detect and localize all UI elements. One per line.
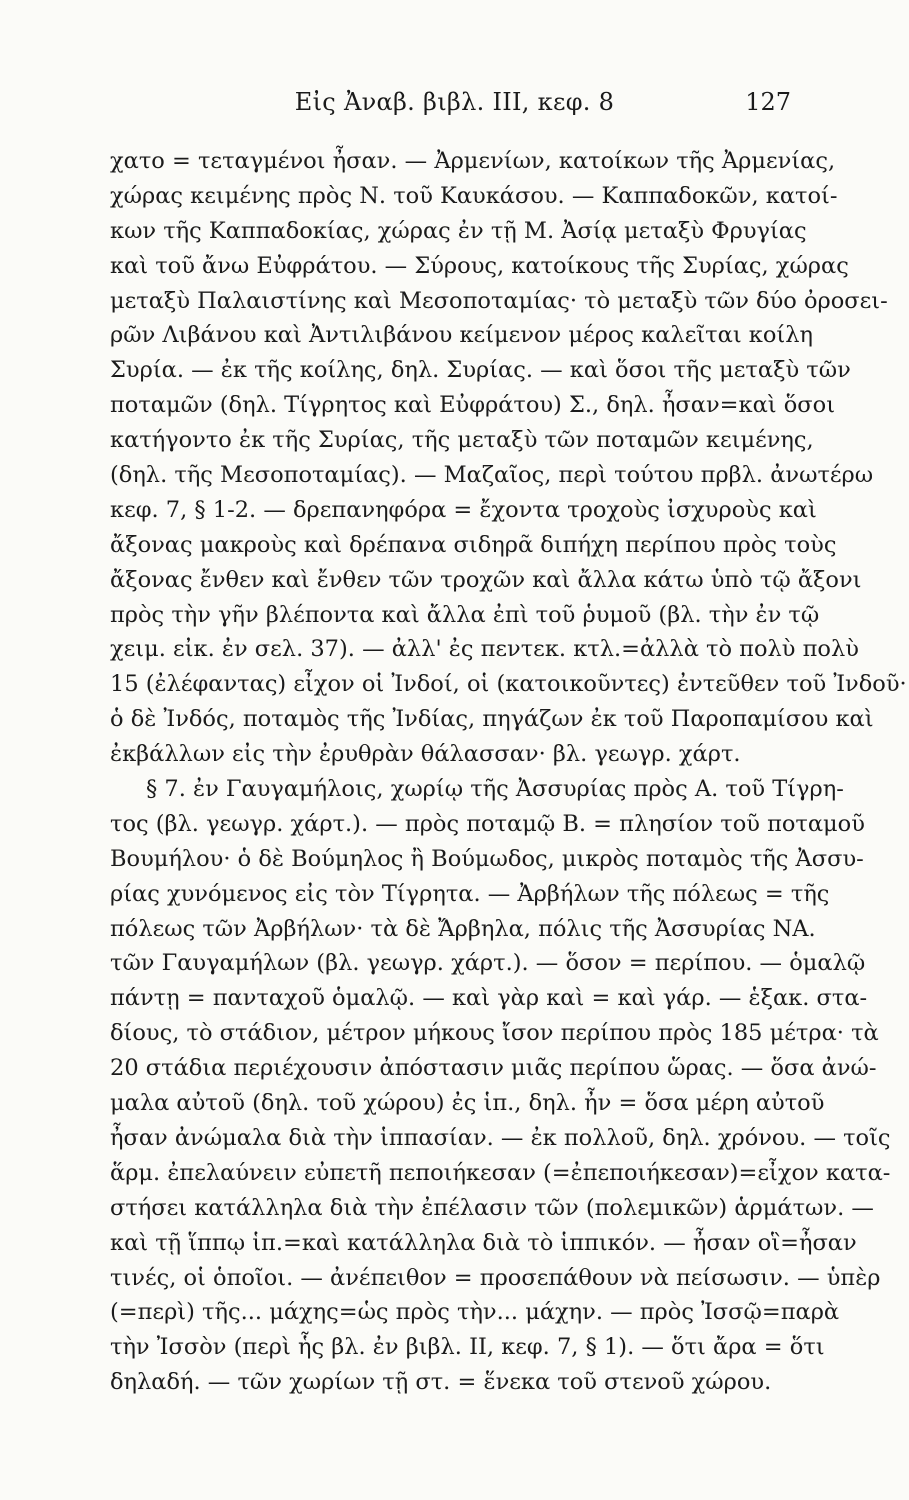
text-line: ἄξονας ἔνθεν καὶ ἔνθεν τῶν τροχῶν καὶ ἄλλα κάτω ὑπὸ τῷ ἄξονι: [110, 566, 862, 593]
text-line: καὶ τῇ ἵππῳ ἱπ.=καὶ κατάλληλα διὰ τὸ ἱππικόν. — ἦσαν οἳ=ἦσαν: [110, 1229, 857, 1256]
text-line: ἅρμ. ἐπελαύνειν εὐπετῆ πεποιήκεσαν (=ἐπεποιήκεσαν)=εἶχον κατα-: [110, 1159, 891, 1186]
text-line: ρῶν Λιβάνου καὶ Ἀντιλιβάνου κείμενον μέρος καλεῖται κοίλη: [110, 322, 813, 349]
text-line: 20 στάδια περιέχουσιν ἀπόστασιν μιᾶς περίπου ὥρας. — ὅσα ἀνώ-: [110, 1055, 877, 1082]
text-line: δίους, τὸ στάδιον, μέτρον μήκους ἴσον περίπου πρὸς 185 μέτρα· τὰ: [110, 1020, 879, 1047]
text-line: δηλαδή. — τῶν χωρίων τῇ στ. = ἕνεκα τοῦ στενοῦ χώρου.: [110, 1369, 772, 1396]
text-line: Συρία. — ἐκ τῆς κοίλης, δηλ. Συρίας. — καὶ ὅσοι τῆς μεταξὺ τῶν: [110, 357, 851, 384]
text-line: μαλα αὐτοῦ (δηλ. τοῦ χώρου) ἐς ἱπ., δηλ. ἦν = ὅσα μέρη αὐτοῦ: [110, 1090, 825, 1117]
text-line: ἐκβάλλων εἰς τὴν ἐρυθρὰν θάλασσαν· βλ. γεωγρ. χάρτ.: [110, 741, 741, 768]
text-line: κεφ. 7, § 1-2. — δρεπανηφόρα = ἔχοντα τροχοὺς ἰσχυροὺς καὶ: [110, 496, 817, 523]
text-line: τινές, οἱ ὁποῖοι. — ἀνέπειθον = προσεπάθουν νὰ πείσωσιν. — ὑπὲρ: [110, 1264, 881, 1291]
commentary-text: [110, 144, 907, 1400]
text-line: (δηλ. τῆς Μεσοποταμίας). — Μαζαῖος, περὶ τούτου πρβλ. ἀνωτέρω: [110, 462, 874, 489]
text-line: πόλεως τῶν Ἀρβήλων· τὰ δὲ Ἄρβηλα, πόλις τῆς Ἀσσυρίας ΝΑ.: [110, 915, 816, 942]
text-line: τὴν Ἰσσὸν (περὶ ἧς βλ. ἐν βιβλ. ΙΙ, κεφ. 7, § 1). — ὅτι ἄρα = ὅτι: [110, 1334, 825, 1361]
text-line: χώρας κειμένης πρὸς Ν. τοῦ Καυκάσου. — Καππαδοκῶν, κατοί-: [110, 182, 838, 209]
text-line: καὶ τοῦ ἄνω Εὐφράτου. — Σύρους, κατοίκους τῆς Συρίας, χώρας: [110, 252, 849, 279]
text-line: ρίας χυνόμενος εἰς τὸν Τίγρητα. — Ἀρβήλων τῆς πόλεως = τῆς: [110, 880, 830, 907]
text-line: στήσει κατάλληλα διὰ τὴν ἐπέλασιν τῶν (πολεμικῶν) ἁρμάτων. —: [110, 1194, 874, 1221]
text-line: ἄξονας μακροὺς καὶ δρέπανα σιδηρᾶ διπήχη περίπου πρὸς τοὺς: [110, 531, 837, 558]
text-line: κων τῆς Καππαδοκίας, χώρας ἐν τῇ Μ. Ἀσίᾳ μεταξὺ Φρυγίας: [110, 217, 807, 244]
text-line: μεταξὺ Παλαιστίνης καὶ Μεσοποταμίας· τὸ μεταξὺ τῶν δύο ὀροσει-: [110, 287, 888, 314]
text-line: χειμ. εἰκ. ἐν σελ. 37). — ἀλλ' ἐς πεντεκ. κτλ.=ἀλλὰ τὸ πολὺ πολὺ: [110, 636, 859, 663]
text-line: ποταμῶν (δηλ. Τίγρητος καὶ Εὐφράτου) Σ., δηλ. ἦσαν=καὶ ὅσοι: [110, 392, 836, 419]
section-start-line: § 7. ἐν Γαυγαμήλοις, χωρίῳ τῆς Ἀσσυρίας πρὸς Α. τοῦ Τίγρη-: [146, 776, 844, 803]
text-line: τῶν Γαυγαμήλων (βλ. γεωγρ. χάρτ.). — ὅσον = περίπου. — ὁμαλῷ: [110, 950, 866, 977]
text-line: Βουμήλου· ὁ δὲ Βούμηλος ἢ Βούμωδος, μικρὸς ποταμὸς τῆς Ἀσσυ-: [110, 845, 864, 872]
text-line: (=περὶ) τῆς... μάχης=ὡς πρὸς τὴν... μάχην. — πρὸς Ἰσσῷ=παρὰ: [110, 1299, 840, 1326]
text-line: ὁ δὲ Ἰνδός, ποταμὸς τῆς Ἰνδίας, πηγάζων ἐκ τοῦ Παροπαμίσου καὶ: [110, 706, 874, 733]
text-line: 15 (ἐλέφαντας) εἶχον οἱ Ἰνδοί, οἱ (κατοικοῦντες) ἐντεῦθεν τοῦ Ἰνδοῦ·: [110, 671, 907, 698]
text-line: πάντῃ = πανταχοῦ ὁμαλῷ. — καὶ γὰρ καὶ = καὶ γάρ. — ἑξακ. στα-: [110, 985, 868, 1012]
page-header: [0, 82, 909, 126]
running-title: Εἰς Ἀναβ. βιβλ. ΙΙΙ, κεφ. 8: [294, 88, 615, 116]
text-line: κατήγοντο ἐκ τῆς Συρίας, τῆς μεταξὺ τῶν ποταμῶν κειμένης,: [110, 427, 814, 454]
text-line: πρὸς τὴν γῆν βλέποντα καὶ ἄλλα ἐπὶ τοῦ ῥυμοῦ (βλ. τὴν ἐν τῷ: [110, 601, 820, 628]
text-line: ἦσαν ἀνώμαλα διὰ τὴν ἱππασίαν. — ἐκ πολλοῦ, δηλ. χρόνου. — τοῖς: [110, 1124, 891, 1151]
text-line: τος (βλ. γεωγρ. χάρτ.). — πρὸς ποταμῷ Β. = πλησίον τοῦ ποταμοῦ: [110, 810, 865, 837]
page-number: 127: [745, 88, 791, 116]
text-line: χατο = τεταγμένοι ἦσαν. — Ἀρμενίων, κατοίκων τῆς Ἀρμενίας,: [110, 148, 836, 174]
